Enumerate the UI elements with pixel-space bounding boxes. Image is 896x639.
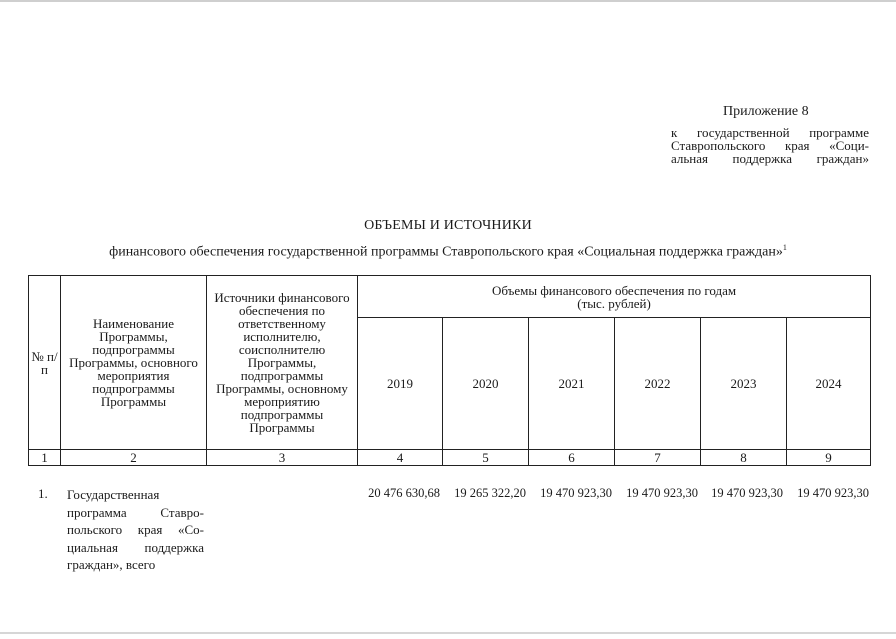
funding-table-header	[28, 275, 871, 466]
header-funding-source-label: Источники финансового обеспечения по ответственному исполнителю, соисполнителю Программы, подпрограммы Программы, основному мероприятию подпрограммы Программы	[214, 290, 350, 435]
row-value-2021: 19 470 923,30	[540, 486, 612, 500]
header-year: 2023	[701, 318, 787, 450]
document-subtitle-text: финансового обеспечения государственной программы Ставропольского края «Социальная поддержка граждан»	[109, 244, 783, 260]
row-program-name	[67, 486, 204, 574]
row-program-name-line: граждан», всего	[67, 557, 156, 572]
row-value-2019: 20 476 630,68	[368, 486, 440, 500]
column-number: 9	[787, 450, 871, 466]
column-number: 5	[443, 450, 529, 466]
header-program-name	[61, 276, 207, 450]
column-number: 1	[29, 450, 61, 466]
row-program-name-line: циальная поддержка	[67, 539, 204, 555]
row-number: 1.	[38, 486, 48, 501]
document-title: ОБЪЕМЫ И ИСТОЧНИКИ	[364, 218, 532, 233]
row-value-2020: 19 265 322,20	[454, 486, 526, 500]
appendix-line: альная поддержка граждан»	[671, 151, 869, 166]
scan-edge-bottom	[0, 632, 896, 634]
header-number-label: № п/п	[31, 348, 58, 377]
header-year: 2022	[615, 318, 701, 450]
header-volumes-unit: (тыс. рублей)	[577, 295, 651, 311]
appendix-line: Ставропольского края «Соци-	[671, 138, 869, 153]
row-program-name-line: программа Ставро-	[67, 504, 204, 520]
header-number	[29, 276, 61, 450]
header-program-name-label: Наименование Программы, подпрограммы Программы, основного мероприятия подпрограммы Программы	[69, 316, 198, 409]
column-number: 2	[61, 450, 207, 466]
row-value-2022: 19 470 923,30	[626, 486, 698, 500]
appendix-text	[671, 126, 869, 165]
header-volumes-label: Объемы финансового обеспечения по годам	[491, 282, 737, 298]
header-year: 2020	[443, 318, 529, 450]
column-number: 4	[358, 450, 443, 466]
column-number: 3	[207, 450, 358, 466]
row-value-2023: 19 470 923,30	[711, 486, 783, 500]
footnote-mark: 1	[782, 243, 787, 252]
row-program-name-line: Государственная	[67, 487, 160, 502]
row-program-name-line: польского края «Со-	[67, 522, 204, 537]
appendix-title: Приложение 8	[723, 104, 809, 119]
column-number: 6	[529, 450, 615, 466]
column-number: 8	[701, 450, 787, 466]
document-subtitle	[0, 243, 896, 261]
row-value-2024: 19 470 923,30	[797, 486, 869, 500]
header-year: 2021	[529, 318, 615, 450]
header-funding-source	[207, 276, 358, 450]
header-volumes	[358, 276, 871, 318]
header-year: 2024	[787, 318, 871, 450]
column-number: 7	[615, 450, 701, 466]
header-year: 2019	[358, 318, 443, 450]
scan-edge-top	[0, 0, 896, 2]
appendix-line: к государственной программе	[671, 125, 869, 140]
